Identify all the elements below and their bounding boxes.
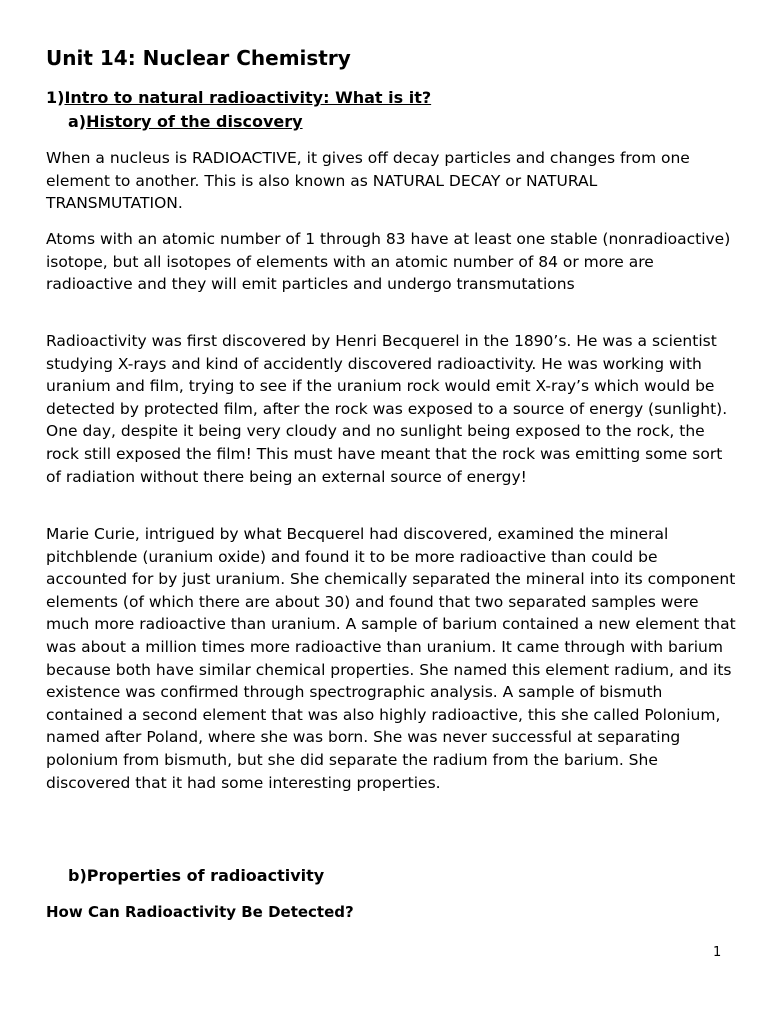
subsection-b-heading	[68, 866, 324, 885]
subsection-b-letter: b)	[68, 866, 87, 885]
page-number: 1	[713, 945, 722, 960]
subsection-a-title: History of the discovery	[86, 112, 303, 131]
section-1-title: Intro to natural radioactivity: What is it?	[64, 88, 432, 107]
detection-question: How Can Radioactivity Be Detected?	[46, 903, 354, 921]
subsection-a-letter: a)	[68, 112, 87, 131]
paragraph-curie: Marie Curie, intrigued by what Becquerel had discovered, examined the mineral pitchblende (uranium oxide) and found it to be more radioactive than could be accounted for by just uranium. She chemically separated the mineral into its component elements (of which there are about 30) and found that two separated samples were much more radioactive than uranium. A sample of barium contained a new element that was about a million times more radioactive than uranium. It came through with barium because both have similar chemical properties. She named this element radium, and its existence was confirmed through spectrographic analysis. A sample of bismuth contained a second element that was also highly radioactive, this she called Polonium, named after Poland, where she was born. She was never successful at separating polonium from bismuth, but she did separate the radium from the barium. She discovered that it had some interesting properties.	[46, 525, 736, 792]
paragraph-becquerel: Radioactivity was first discovered by Henri Becquerel in the 1890’s. He was a scientist studying X-rays and kind of accidently discovered radioactivity. He was working with uranium and film, trying to see if the uranium rock would emit X-ray’s which would be detected by protected film, after the rock was exposed to a source of energy (sunlight). One day, despite it being very cloudy and no sunlight being exposed to the rock, the rock still exposed the film! This must have meant that the rock was emitting some sort of radiation without there being an external source of energy!	[46, 332, 728, 486]
page-title: Unit 14: Nuclear Chemistry	[46, 46, 351, 70]
paragraph-radioactive-definition: When a nucleus is RADIOACTIVE, it gives off decay particles and changes from one element to another. This is also known as NATURAL DECAY or NATURAL TRANSMUTATION.	[46, 149, 690, 213]
section-1-number: 1)	[46, 88, 65, 107]
paragraph-stable-isotopes: Atoms with an atomic number of 1 through 83 have at least one stable (nonradioactive) isotope, but all isotopes of elements with an atomic number of 84 or more are radioactive and they will emit particles and undergo transmutations	[46, 230, 731, 294]
section-1-heading	[46, 88, 431, 107]
subsection-a-heading	[68, 112, 303, 131]
subsection-b-title: Properties of radioactivity	[86, 866, 325, 885]
